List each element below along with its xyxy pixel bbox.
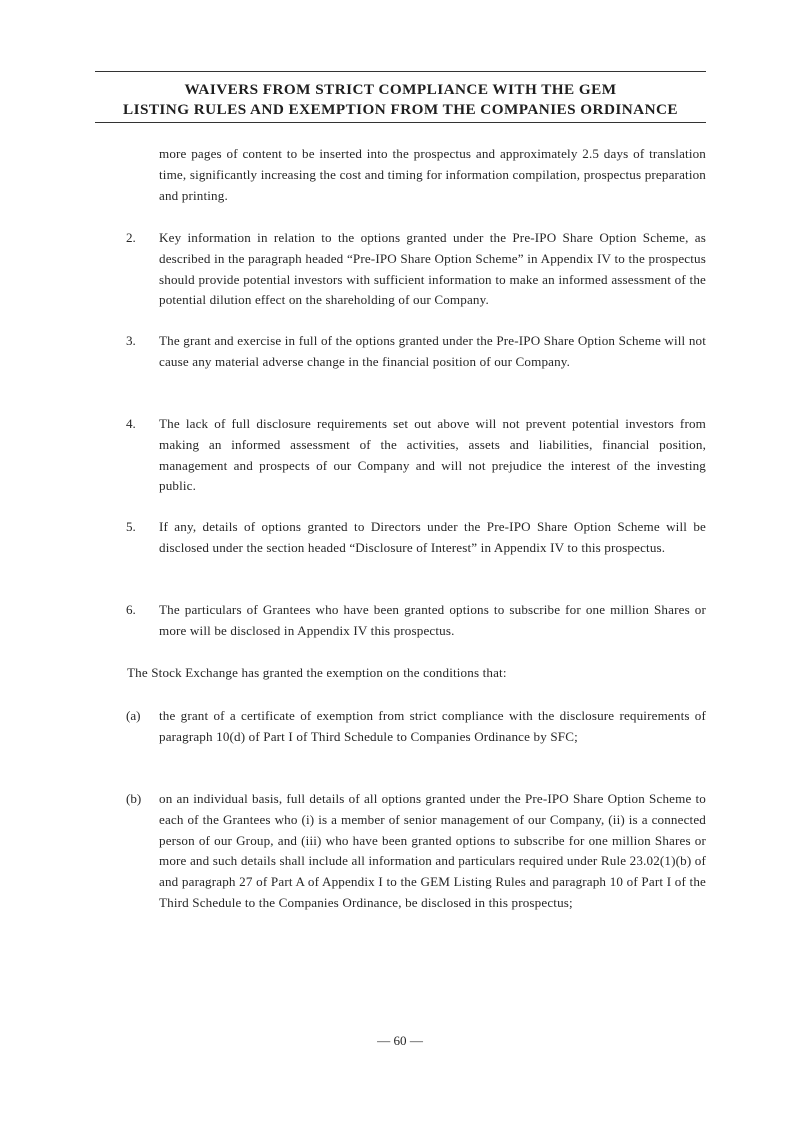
condition-a-text: the grant of a certificate of exemption from strict compliance with the disclosure requirements of paragraph 10(d) of Part I of Third Schedule to Companies Ordinance by SFC;: [159, 708, 706, 744]
list-item-5-text: If any, details of options granted to Directors under the Pre-IPO Share Option Scheme will be disclosed under the section headed “Disclosure of Interest” in Appendix IV to this prospectus.: [159, 519, 706, 555]
list-item-6-text: The particulars of Grantees who have been granted options to subscribe for one million Shares or more will be disclosed in Appendix IV this prospectus.: [159, 602, 706, 638]
list-item-4-text: The lack of full disclosure requirements set out above will not prevent potential investors from making an informed assessment of the activities, assets and liabilities, financial position, management and prospects of our Company and will not prejudice the interest of the investing public.: [159, 416, 706, 494]
header-title-line-1: WAIVERS FROM STRICT COMPLIANCE WITH THE GEM: [184, 81, 617, 98]
list-item-3-marker: 3.: [126, 333, 136, 348]
list-item-2-text: Key information in relation to the options granted under the Pre-IPO Share Option Scheme, as described in the paragraph headed “Pre-IPO Share Option Scheme” in Appendix IV to the prospectus should provide potential investors with sufficient information to make an informed assessment of the potential dilution effect on the shareholding of our Company.: [159, 230, 706, 308]
list-item-3-text: The grant and exercise in full of the options granted under the Pre-IPO Share Option Scheme will not cause any material adverse change in the financial position of our Company.: [159, 333, 706, 369]
list-item-2-marker: 2.: [126, 230, 136, 245]
continuation-paragraph: more pages of content to be inserted into the prospectus and approximately 2.5 days of translation time, significantly increasing the cost and timing for information compilation, prospectus preparation and printing.: [159, 146, 706, 203]
header-bottom-rule: [95, 122, 706, 123]
condition-a-marker: (a): [126, 708, 141, 723]
condition-b-marker: (b): [126, 791, 142, 806]
header-top-rule: [95, 71, 706, 72]
list-item-6-marker: 6.: [126, 602, 136, 617]
page-number: — 60 —: [377, 1033, 423, 1048]
page-header-title: [95, 80, 706, 120]
header-title-line-2: LISTING RULES AND EXEMPTION FROM THE COMPANIES ORDINANCE: [123, 101, 678, 118]
condition-b-text: on an individual basis, full details of all options granted under the Pre-IPO Share Option Scheme to each of the Grantees who (i) is a member of senior management of our Company, (ii) is a connected person of our Group, and (iii) who have been granted options to subscribe for one million Shares or more and such details shall include all information and particulars required under Rule 23.02(1)(b) of and paragraph 27 of Part A of Appendix I to the GEM Listing Rules and paragraph 10 of Part I of the Third Schedule to the Companies Ordinance, be disclosed in this prospectus;: [159, 791, 706, 910]
list-item-4-marker: 4.: [126, 416, 136, 431]
conditions-intro: The Stock Exchange has granted the exemption on the conditions that:: [127, 665, 507, 680]
list-item-5-marker: 5.: [126, 519, 136, 534]
